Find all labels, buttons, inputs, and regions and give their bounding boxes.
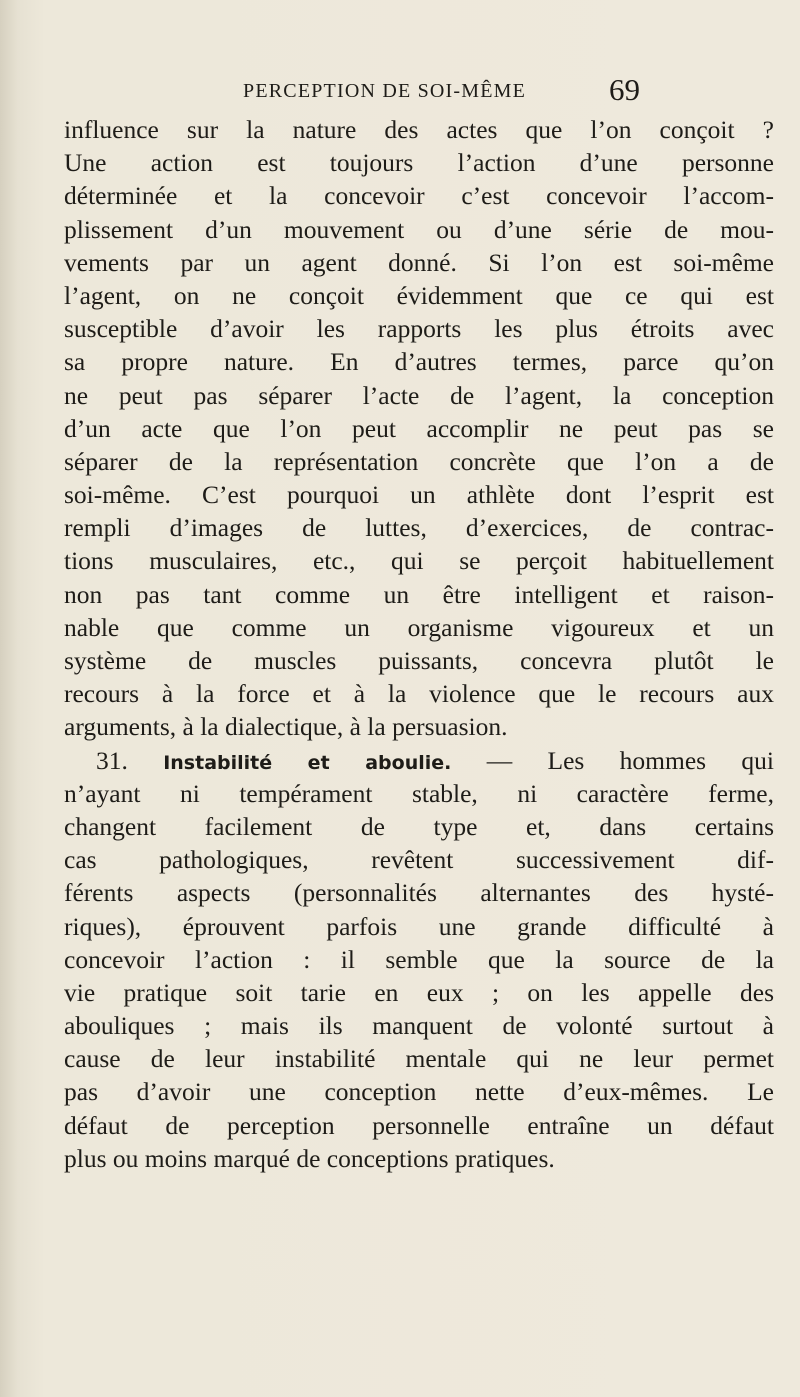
text-line: rempli d’images de luttes, d’exercices, de contrac- — [64, 513, 774, 543]
text-line: influence sur la nature des actes que l’on conçoit ? — [64, 115, 774, 144]
text-line: d’un acte que l’on peut accomplir ne peut pas se — [64, 413, 774, 443]
text-line: défaut de perception personnelle entraîne un défaut — [64, 1110, 774, 1140]
page-number: 69 — [609, 72, 640, 107]
text-line: vements par un agent donné. Si l’on est soi-même — [64, 247, 774, 277]
text-line: système de muscles puissants, concevra plutôt le — [64, 646, 774, 675]
text-line: susceptible d’avoir les rapports les plus étroits avec — [64, 314, 774, 344]
text-line: séparer de la représentation concrète que l’on a de — [64, 446, 774, 476]
text-line: concevoir l’action : il semble que la source de la — [64, 944, 774, 974]
section-first-line: — Les hommes qui — [486, 745, 774, 775]
text-line: cause de leur instabilité mentale qui ne leur permet — [64, 1044, 774, 1074]
section-title: Instabilité et aboulie. — [163, 751, 452, 774]
text-line: recours à la force et à la violence que le recours aux — [64, 679, 774, 709]
text-line: abouliques ; mais ils manquent de volonté surtout à — [64, 1011, 774, 1041]
text-line: déterminée et la concevoir c’est concevoir l’accom- — [64, 181, 774, 211]
text-line: arguments, à la dialectique, à la persuasion. — [64, 712, 508, 742]
text-line: soi-même. C’est pourquoi un athlète dont l’esprit est — [64, 480, 774, 510]
text-line: nable que comme un organisme vigoureux et un — [64, 612, 774, 642]
text-line: pas d’avoir une conception nette d’eux-mêmes. Le — [64, 1077, 774, 1107]
body-text — [64, 113, 774, 1175]
text-line: non pas tant comme un être intelligent et raison- — [64, 579, 774, 609]
section-heading-line — [64, 744, 774, 777]
section-number: 31. — [96, 745, 128, 775]
text-line: riques), éprouvent parfois une grande difficulté à — [64, 911, 774, 941]
text-line: ne peut pas séparer l’acte de l’agent, la conception — [64, 380, 774, 410]
text-line: cas pathologiques, revêtent successivement dif- — [64, 845, 774, 875]
text-line: Une action est toujours l’action d’une personne — [64, 148, 774, 178]
text-line: vie pratique soit tarie en eux ; on les appelle des — [64, 977, 774, 1007]
text-line: n’ayant ni tempérament stable, ni caractère ferme, — [64, 778, 774, 808]
text-line: sa propre nature. En d’autres termes, parce qu’on — [64, 347, 774, 377]
text-line: tions musculaires, etc., qui se perçoit habituellement — [64, 546, 774, 576]
running-head-title: PERCEPTION DE SOI-MÊME — [243, 80, 527, 102]
text-line: férents aspects (personnalités alternantes des hysté- — [64, 878, 774, 908]
text-line: plissement d’un mouvement ou d’une série de mou- — [64, 214, 774, 244]
running-head — [0, 72, 800, 112]
text-line: l’agent, on ne conçoit évidemment que ce qui est — [64, 280, 774, 310]
text-line: changent facilement de type et, dans certains — [64, 811, 774, 841]
text-line: plus ou moins marqué de conceptions pratiques. — [64, 1143, 555, 1173]
